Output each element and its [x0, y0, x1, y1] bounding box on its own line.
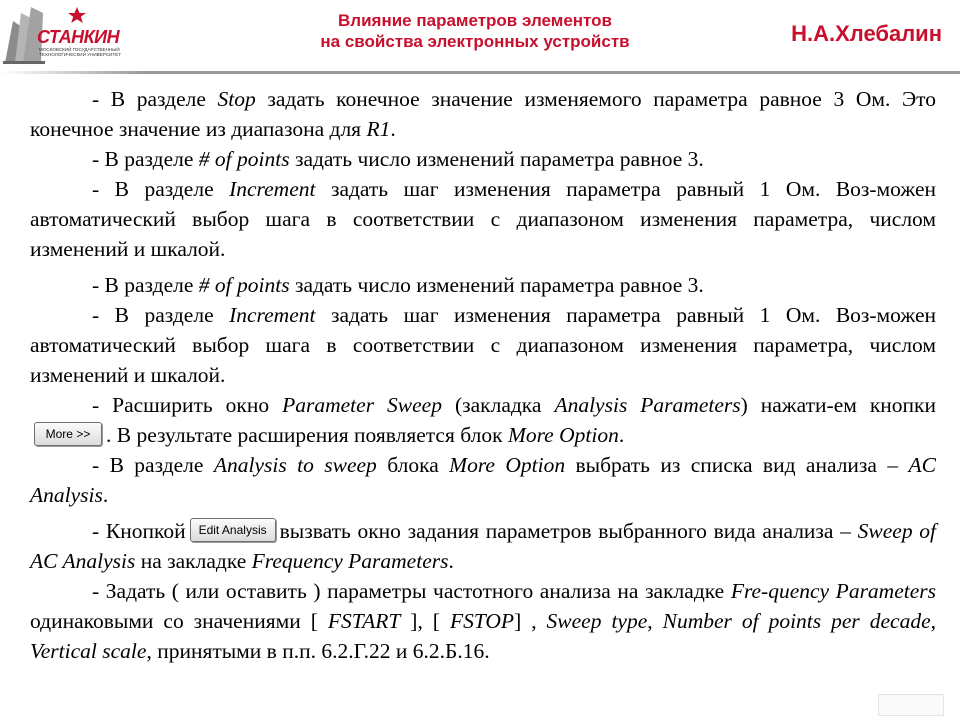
- text: (закладка: [441, 393, 555, 417]
- text: на закладке: [135, 549, 252, 573]
- term-stop: Stop: [217, 87, 256, 111]
- stankin-logo: [3, 3, 125, 65]
- text: выбрать из списка вид анализа –: [565, 453, 909, 477]
- corner-ribbon-fragment: [878, 694, 944, 716]
- term-number-of-points: Number of points per decade: [662, 609, 931, 633]
- text: - Кнопкой: [92, 519, 186, 543]
- text: .: [618, 423, 625, 447]
- term-r1: R1: [366, 117, 391, 141]
- header-divider: [0, 68, 960, 78]
- paragraph-stop: [30, 84, 936, 144]
- more-button-image: More >>: [34, 422, 102, 446]
- text: ,: [930, 609, 936, 633]
- text: блока: [376, 453, 450, 477]
- text: - В разделе: [92, 177, 230, 201]
- paragraph-frequency-parameters: [30, 576, 936, 666]
- paragraph-analysis-to-sweep: [30, 450, 936, 510]
- paragraph-increment-repeat: [30, 300, 936, 390]
- term-vertical-scale: Vertical scale: [30, 639, 147, 663]
- text: .: [448, 549, 454, 573]
- text: - В разделе: [92, 273, 199, 297]
- paragraph-points: [30, 144, 936, 174]
- body-text: [30, 84, 936, 666]
- term-parameter-sweep: Parameter Sweep: [282, 393, 442, 417]
- paragraph-points-repeat: [30, 270, 936, 300]
- logo-subtitle: МОСКОВСКИЙ ГОСУДАРСТВЕННЫЙ ТЕХНОЛОГИЧЕСКИЙ УНИВЕРСИТЕТ: [39, 47, 122, 58]
- text: - Задать ( или оставить ) параметры частотного анализа на закладке: [92, 579, 731, 603]
- author-name: Н.А.Хлебалин: [791, 21, 942, 46]
- title-line-2: на свойства электронных устройств: [320, 32, 630, 51]
- text: - В разделе: [92, 453, 214, 477]
- page-title: [210, 10, 740, 52]
- text: одинаковыми со значениями [: [30, 609, 328, 633]
- text: - В разделе: [92, 87, 218, 111]
- paragraph-edit-analysis: [30, 516, 936, 576]
- term-increment: Increment: [229, 177, 316, 201]
- term-points: # of points: [198, 147, 290, 171]
- term-fstart: FSTART: [327, 609, 401, 633]
- text: , принятыми в п.п. 6.2.Г.22 и 6.2.Б.16.: [146, 639, 490, 663]
- term-frequency-parameters: Fre-quency Parameters: [730, 579, 937, 603]
- title-line-1: Влияние параметров элементов: [338, 11, 612, 30]
- text: вызвать окно задания параметров выбранного вида анализа –: [279, 519, 858, 543]
- edit-analysis-button-image: Edit Analysis: [190, 518, 276, 542]
- term-fstop: FSTOP: [449, 609, 515, 633]
- term-sweep-type: Sweep type: [546, 609, 648, 633]
- text: .: [390, 117, 396, 141]
- term-analysis-to-sweep: Analysis to sweep: [213, 453, 377, 477]
- text: . В результате расширения появляется блок: [106, 423, 508, 447]
- term-points: # of points: [198, 273, 290, 297]
- term-analysis-parameters: Analysis Parameters: [554, 393, 741, 417]
- term-increment: Increment: [229, 303, 316, 327]
- text: ] ,: [514, 609, 547, 633]
- text: .: [102, 483, 109, 507]
- paragraph-increment: [30, 174, 936, 264]
- text: задать шаг изменения параметра равный 1 Ом. Воз-можен автоматический выбор шага в соответствии с диапазоном изменения параметра, числом изменений и шкалой.: [30, 177, 936, 261]
- paragraph-more-option: [30, 390, 936, 450]
- text: ,: [647, 609, 663, 633]
- text: задать шаг изменения параметра равный 1 Ом. Воз-можен автоматический выбор шага в соответствии с диапазоном изменения параметра, числом изменений и шкалой.: [30, 303, 936, 387]
- term-more-option: More Option: [507, 423, 619, 447]
- text: - В разделе: [92, 147, 199, 171]
- text: - В разделе: [92, 303, 230, 327]
- text: задать конечное значение изменяемого параметра равное 3 Ом. Это конечное значение из диапазона для: [30, 87, 936, 141]
- term-ac-analysis: AC Analysis: [30, 453, 937, 507]
- text: - Расширить окно: [92, 393, 283, 417]
- term-more-option: More Option: [449, 453, 566, 477]
- logo-wordmark: СТАНКИН: [37, 27, 120, 47]
- text: задать число изменений параметра равное 3.: [289, 147, 704, 171]
- text: ], [: [400, 609, 450, 633]
- term-sweep-of-ac-analysis: Sweep of AC Analysis: [30, 519, 936, 573]
- text: ) нажати-ем кнопки: [740, 393, 936, 417]
- term-frequency-parameters: Frequency Parameters: [251, 549, 449, 573]
- text: задать число изменений параметра равное 3.: [289, 273, 704, 297]
